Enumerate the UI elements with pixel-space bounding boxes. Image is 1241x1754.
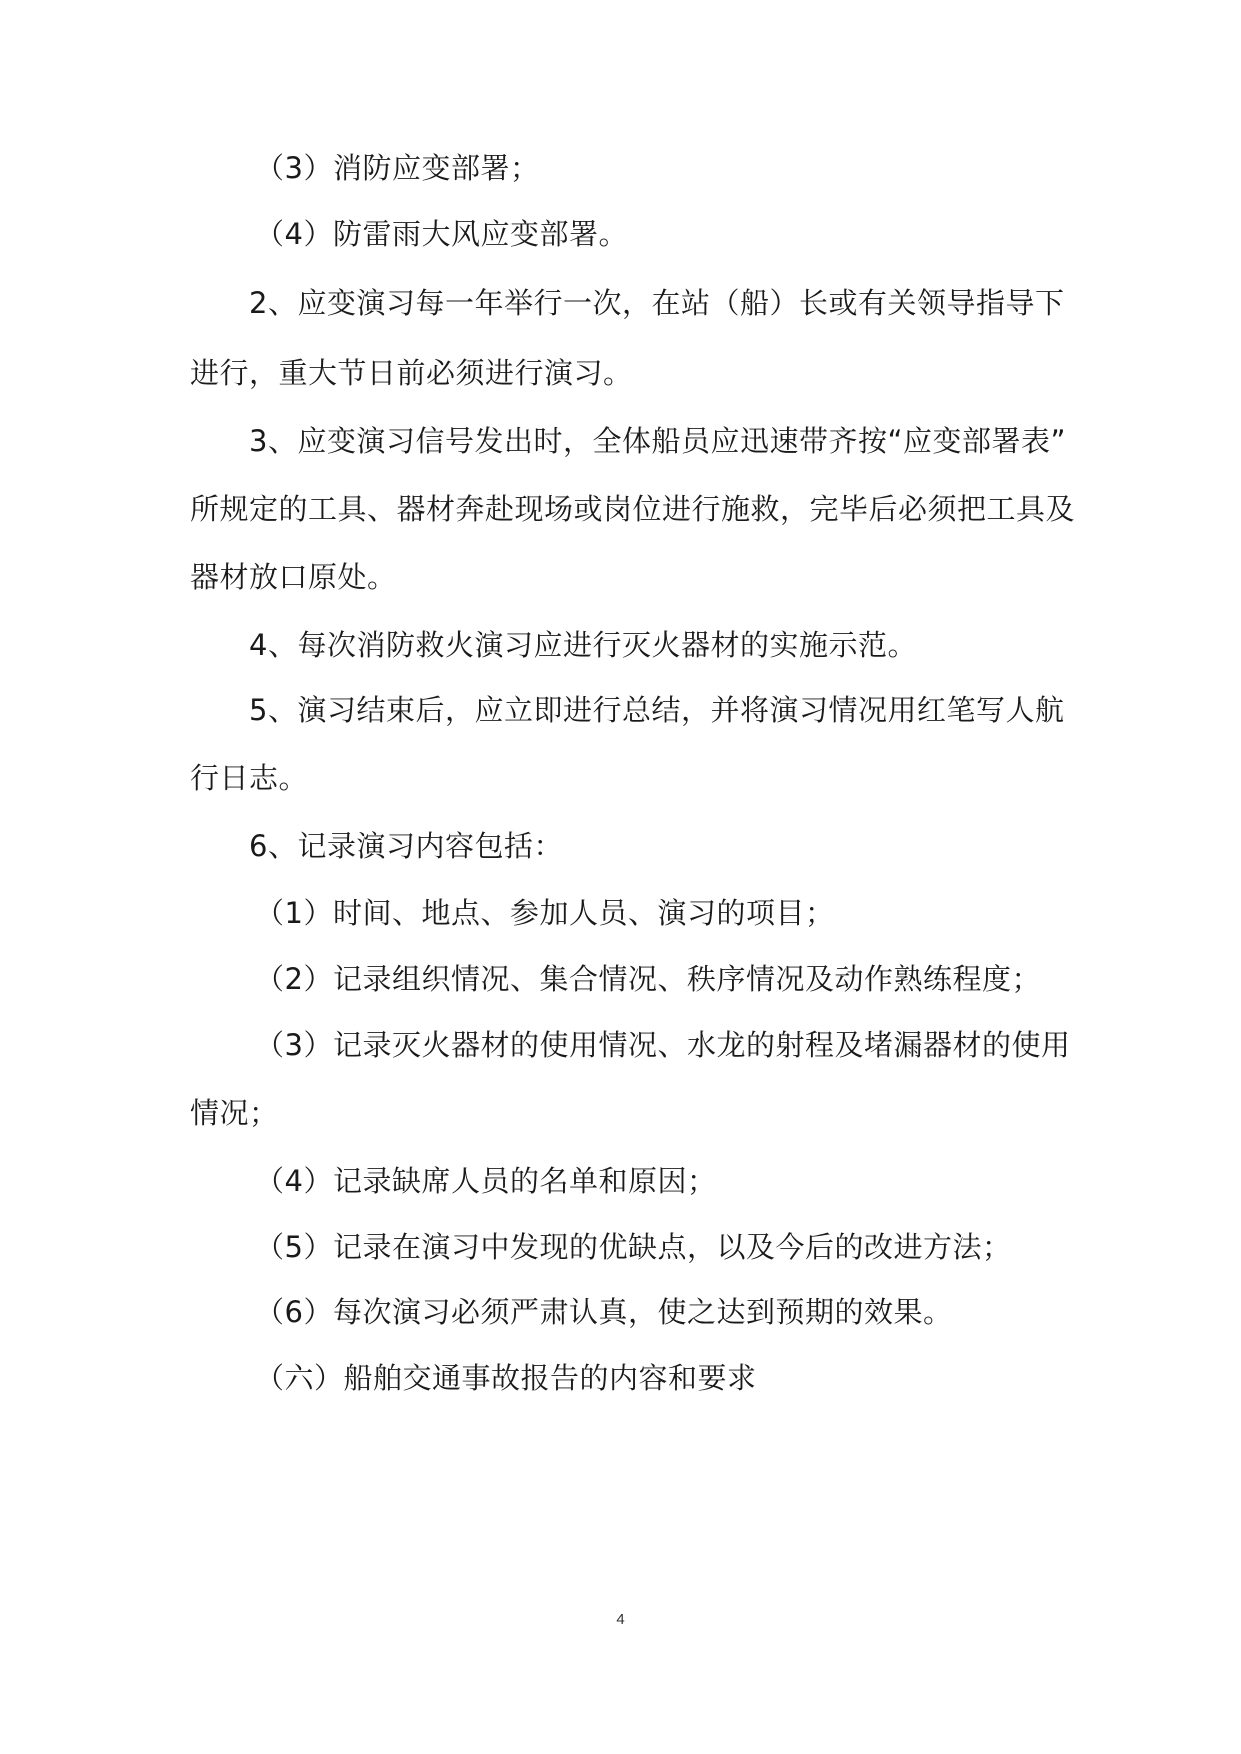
paragraph-line: 所规定的工具、器材奔赴现场或岗位进行施救，完毕后必须把工具及: [190, 492, 1076, 526]
paragraph-line: 进行，重大节日前必须进行演习。: [190, 356, 633, 390]
paragraph-line: 5、演习结束后，应立即进行总结，并将演习情况用红笔写人航: [249, 693, 1065, 727]
section-heading: （六）船舶交通事故报告的内容和要求: [255, 1361, 757, 1395]
paragraph-line: 6、记录演习内容包括：: [249, 829, 563, 863]
paragraph-line: 行日志。: [190, 761, 309, 795]
list-item: （4）防雷雨大风应变部署。: [255, 217, 628, 251]
list-item: （2）记录组织情况、集合情况、秩序情况及动作熟练程度；: [255, 962, 1041, 996]
page-number: 4: [616, 1611, 625, 1628]
paragraph-line: 3、应变演习信号发出时，全体船员应迅速带齐按“应变部署表”: [249, 424, 1066, 458]
list-item-continuation: 情况；: [190, 1096, 279, 1130]
list-item: （3）消防应变部署；: [255, 151, 540, 185]
list-item: （4）记录缺席人员的名单和原因；: [255, 1164, 717, 1198]
paragraph-line: 器材放口原处。: [190, 560, 397, 594]
paragraph-line: 4、每次消防救火演习应进行灭火器材的实施示范。: [249, 628, 917, 662]
list-item: （5）记录在演习中发现的优缺点，以及今后的改进方法；: [255, 1230, 1012, 1264]
paragraph-line: 2、应变演习每一年举行一次，在站（船）长或有关领导指导下: [249, 286, 1065, 320]
list-item: （3）记录灭火器材的使用情况、水龙的射程及堵漏器材的使用: [255, 1028, 1071, 1062]
list-item: （6）每次演习必须严肃认真，使之达到预期的效果。: [255, 1295, 953, 1329]
list-item: （1）时间、地点、参加人员、演习的项目；: [255, 896, 835, 930]
